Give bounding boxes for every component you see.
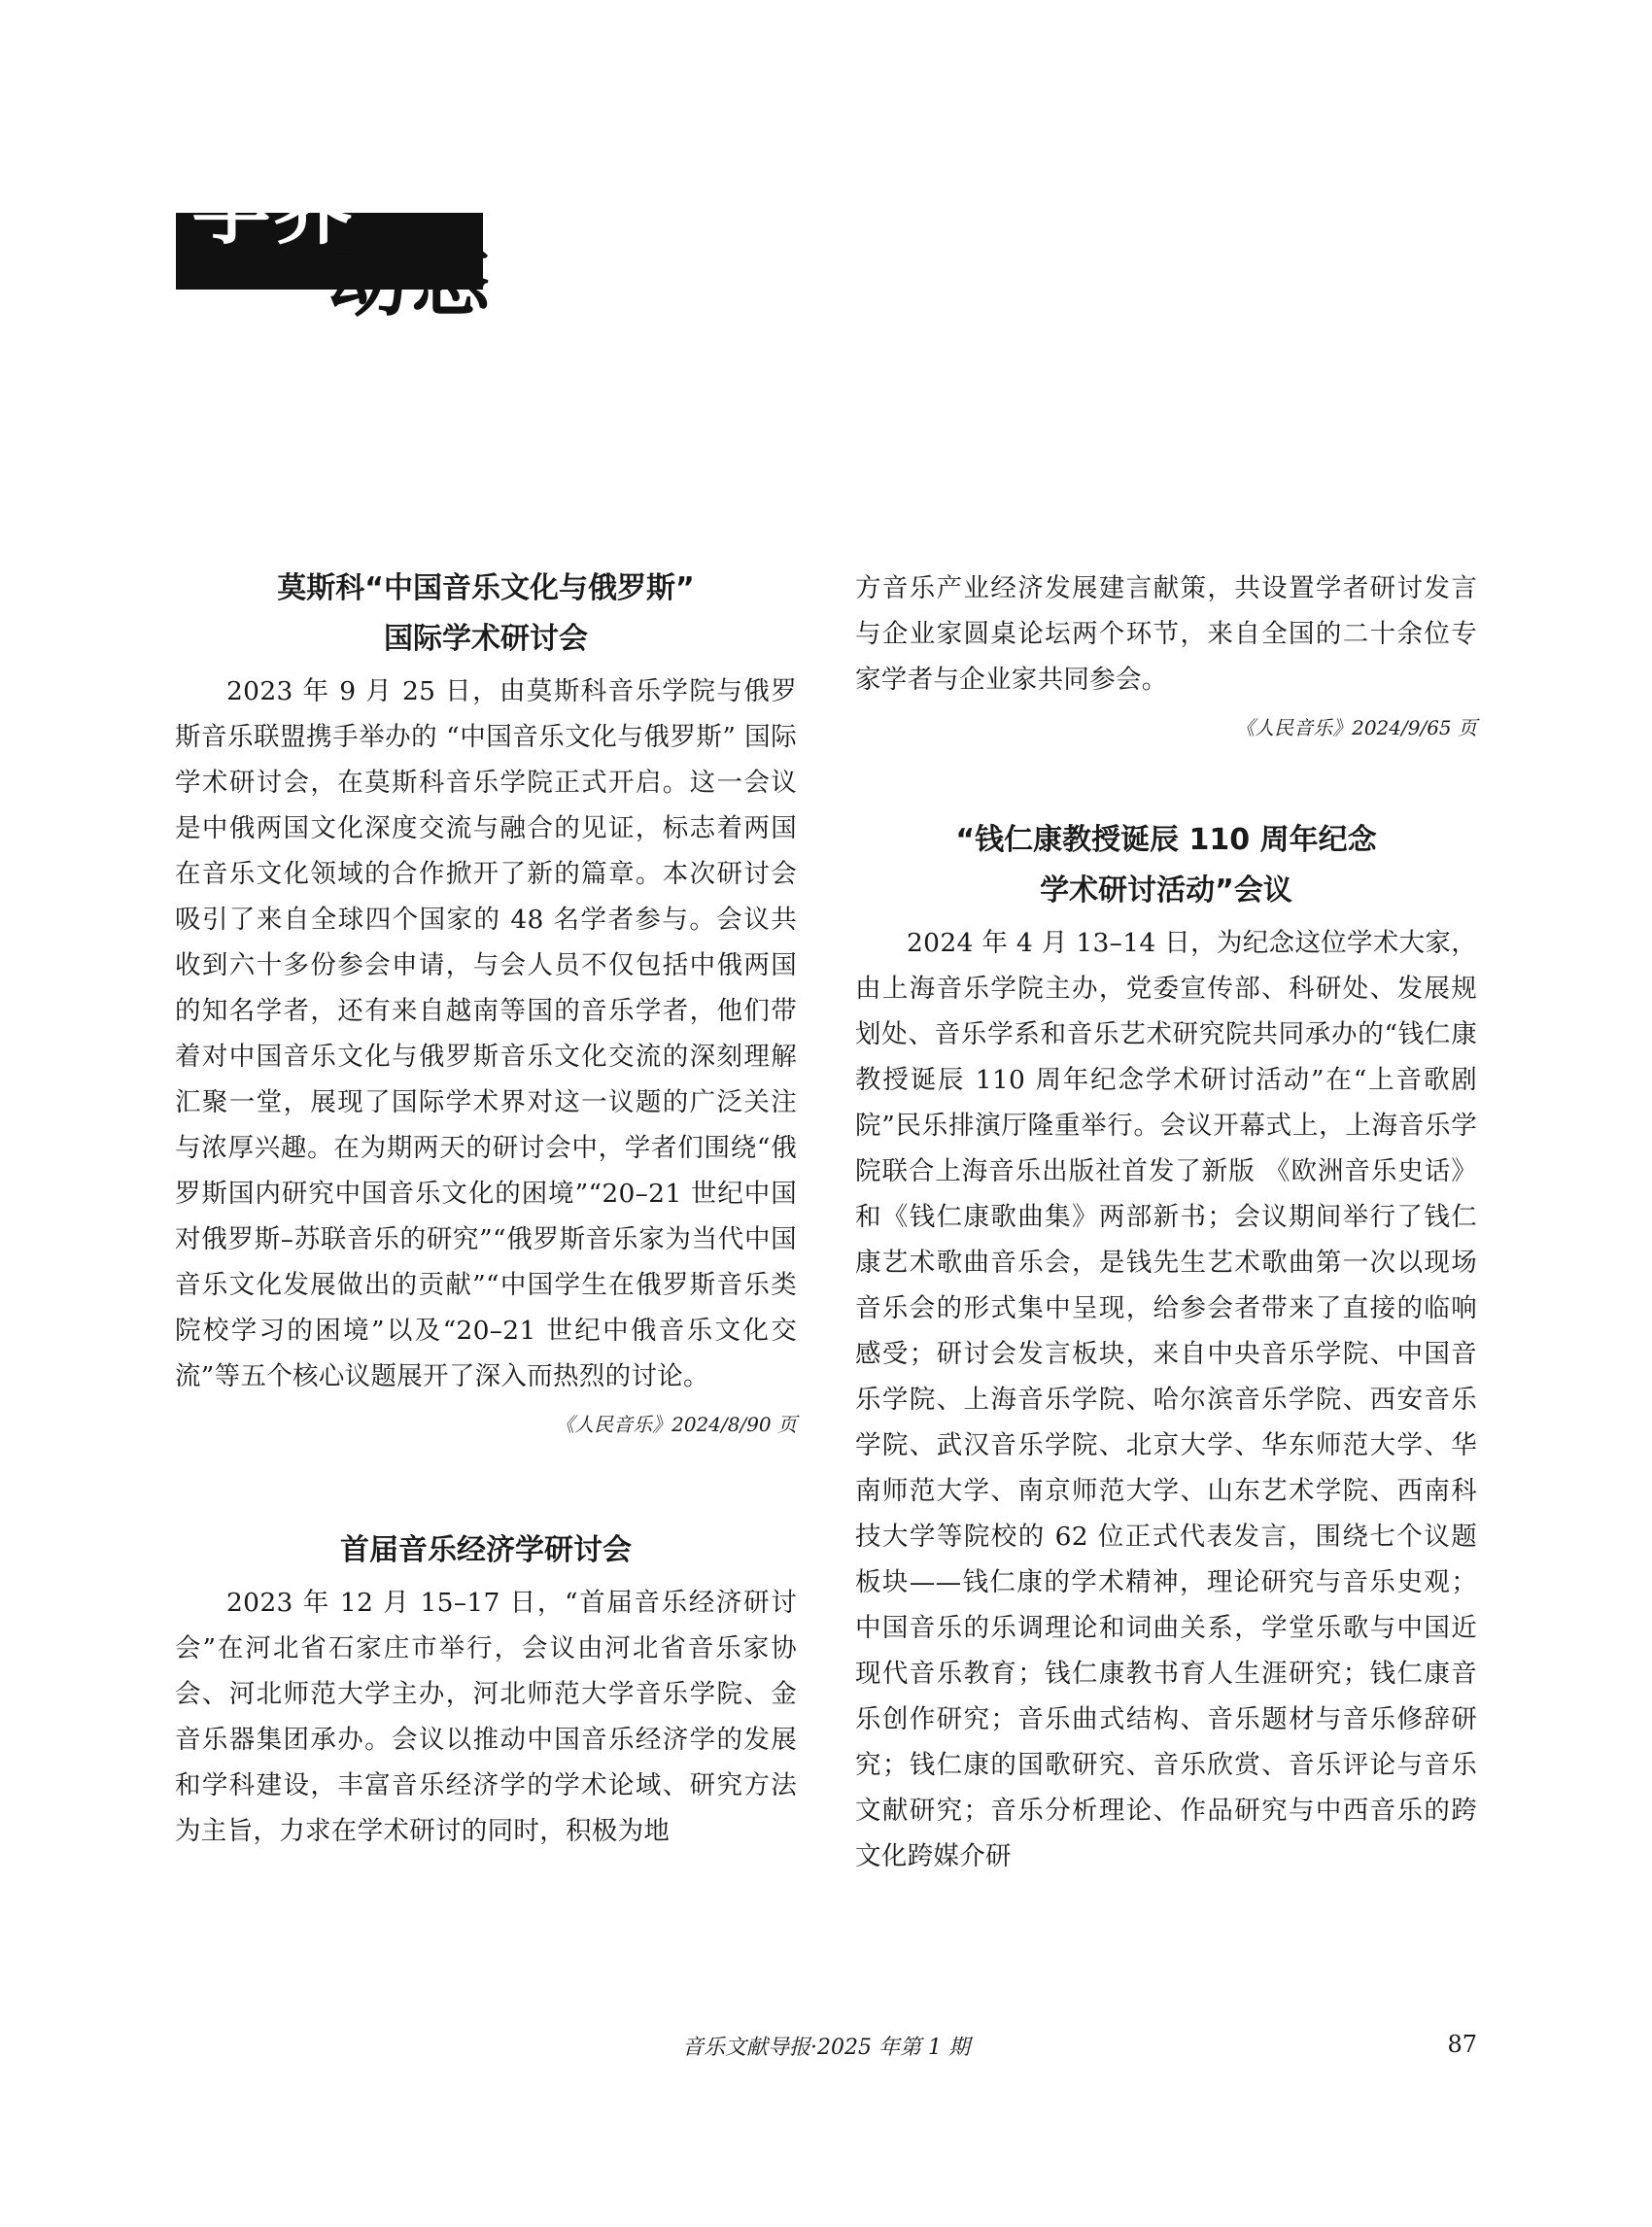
article-paragraph-continued: 方音乐产业经济发展建言献策，共设置学者研讨发言与企业家圆桌论坛两个环节，来自全国的二十余位专家学者与企业家共同参会。 — [855, 573, 1477, 695]
article-music-economics — [175, 1525, 797, 1854]
article-qian-renkang — [855, 815, 1477, 1879]
article-title — [175, 1525, 797, 1576]
page-number: 87 — [1447, 2031, 1477, 2058]
article-title-line: 莫斯科“中国音乐文化与俄罗斯” — [277, 571, 695, 605]
article-title — [855, 815, 1477, 916]
article-music-economics-continued — [855, 565, 1477, 747]
article-paragraph: 2023 年 9 月 25 日，由莫斯科音乐学院与俄罗斯音乐联盟携手举办的 “中国音乐文化与俄罗斯” 国际学术研讨会，在莫斯科音乐学院正式开启。这一会议是中俄两国文化深度交流与融合的见证，标志着两国在音乐文化领域的合作掀开了新的篇章。本次研讨会吸引了来自全球四个国家的 48 名学者参与。会议共收到六十多份参会申请，与会人员不仅包括中俄两国的知名学者，还有来自越南等国的音乐学者，他们带着对中国音乐文化与俄罗斯音乐文化交流的深刻理解汇聚一堂，展现了国际学术界对这一议题的广泛关注与浓厚兴趣。在为期两天的研讨会中，学者们围绕“俄罗斯国内研究中国音乐文化的困境”“20–21 世纪中国对俄罗斯–苏联音乐的研究”“俄罗斯音乐家为当代中国音乐文化发展做出的贡献”“中国学生在俄罗斯音乐类院校学习的困境”以及“20–21 世纪中俄音乐文化交流”等五个核心议题展开了深入而热烈的讨论。 — [175, 676, 797, 1391]
article-source: 《人民音乐》2024/9/65 页 — [1235, 716, 1477, 739]
article-moscow — [175, 564, 797, 1444]
left-column — [175, 564, 797, 1854]
section-masthead — [0, 0, 1652, 350]
right-column — [855, 565, 1477, 1879]
article-paragraph: 2024 年 4 月 13–14 日，为纪念这位学术大家，由上海音乐学院主办，党委宣传部、科研处、发展规划处、音乐学系和音乐艺术研究院共同承办的“钱仁康教授诞辰 110 周年纪念学术研讨活动”在“上音歌剧院”民乐排演厅隆重举行。会议开幕式上，上海音乐学院联合上海音乐出版社首发了新版 《欧洲音乐史话》和《钱仁康歌曲集》两部新书；会议期间举行了钱仁康艺术歌曲音乐会，是钱先生艺术歌曲第一次以现场音乐会的形式集中呈现，给参会者带来了直接的临响感受；研讨会发言板块，来自中央音乐学院、中国音乐学院、上海音乐学院、哈尔滨音乐学院、西安音乐学院、武汉音乐学院、北京大学、华东师范大学、华南师范大学、南京师范大学、山东艺术学院、西南科技大学等院校的 62 位正式代表发言，围绕七个议题板块——钱仁康的学术精神，理论研究与音乐史观；中国音乐的乐调理论和词曲关系，学堂乐歌与中国近现代音乐教育；钱仁康教书育人生涯研究；钱仁康音乐创作研究；音乐曲式结构、音乐题材与音乐修辞研究；钱仁康的国歌研究、音乐欣赏、音乐评论与音乐文献研究；音乐分析理论、作品研究与中西音乐的跨文化跨媒介研 — [855, 928, 1477, 1871]
masthead-word-2: 动态 — [328, 235, 493, 327]
article-title-line: 国际学术研讨会 — [384, 622, 588, 656]
article-title — [175, 564, 797, 665]
masthead-word-1: 学界 — [191, 163, 356, 256]
page-footer — [0, 2031, 1652, 2070]
journal-name: 音乐文献导报·2025 年第 1 期 — [682, 2036, 970, 2060]
article-title-line: “钱仁康教授诞辰 110 周年纪念 — [955, 823, 1377, 857]
article-title-line: 首届音乐经济学研讨会 — [340, 1533, 632, 1567]
article-paragraph: 2023 年 12 月 15–17 日，“首届音乐经济研讨会”在河北省石家庄市举行，会议由河北省音乐家协会、河北师范大学主办，河北师范大学音乐学院、金音乐器集团承办。会议以推动中国音乐经济学的发展和学科建设，丰富音乐经济学的学术论域、研究方法为主旨，力求在学术研讨的同时，积极为地 — [175, 1588, 797, 1846]
article-title-line: 学术研讨活动”会议 — [1040, 874, 1292, 908]
article-source: 《人民音乐》2024/8/90 页 — [555, 1413, 797, 1436]
